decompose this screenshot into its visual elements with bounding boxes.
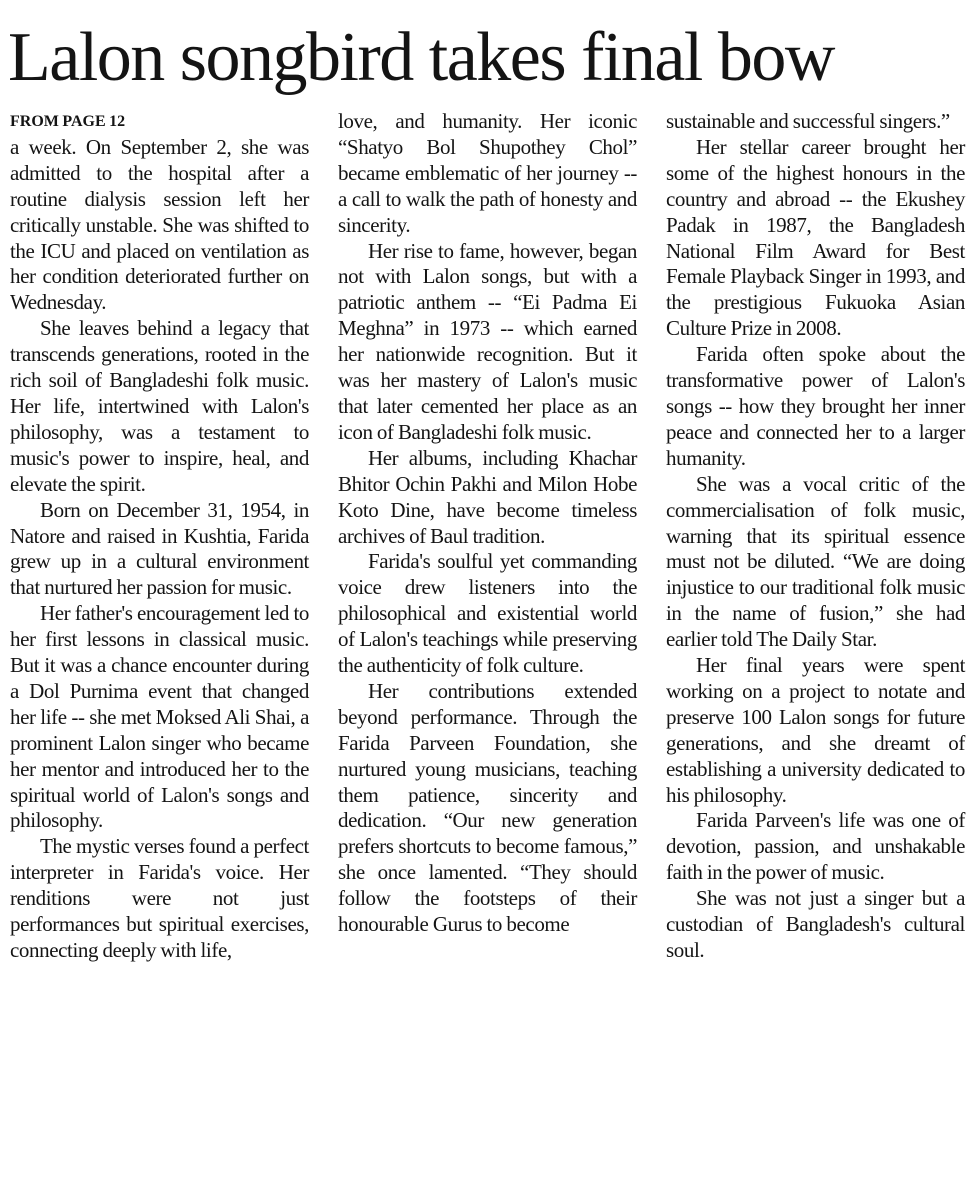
paragraph: Her contributions extended beyond performance. Through the Farida Parveen Foundation, she nurtured young musicians, teaching them patience, sincerity and dedication. “Our new generation prefers shortcuts to become famous,” she once lamented. “They should follow the footsteps of their honourable Gurus to become <box>338 678 637 937</box>
paragraph: Her rise to fame, however, began not with Lalon songs, but with a patriotic anthem -- “Ei Padma Ei Meghna” in 1973 -- which earned her nationwide recognition. But it was her mastery of Lalon's music that later cemented her place as an icon of Bangladeshi folk music. <box>338 238 637 444</box>
paragraph: Her albums, including Khachar Bhitor Ochin Pakhi and Milon Hobe Koto Dine, have become timeless archives of Baul tradition. <box>338 445 637 548</box>
paragraph: The mystic verses found a perfect interpreter in Farida's voice. Her renditions were not just performances but spiritual exercises, connecting deeply with life, <box>10 834 309 962</box>
paragraph: love, and humanity. Her iconic “Shatyo Bol Shupothey Chol” became emblematic of her journey -- a call to walk the path of honesty and sincerity. <box>338 109 637 237</box>
paragraph: Her father's encouragement led to her first lessons in classical music. But it was a chance encounter during a Dol Purnima event that changed her life -- she met Moksed Ali Shai, a prominent Lalon singer who became her mentor and introduced her to the spiritual world of Lalon's songs and philosophy. <box>10 601 309 833</box>
article-column-2 <box>338 109 637 938</box>
paragraph: Farida's soulful yet commanding voice drew listeners into the philosophical and existential world of Lalon's teachings while preserving the authenticity of folk culture. <box>338 549 637 678</box>
article-column-3 <box>666 109 965 964</box>
paragraph: Farida Parveen's life was one of devotion, passion, and unshakable faith in the power of music. <box>666 808 965 885</box>
paragraph: Her stellar career brought her some of the highest honours in the country and abroad -- the Ekushey Padak in 1987, the Bangladesh National Film Award for Best Female Playback Singer in 1993, and the prestigious Fukuoka Asian Culture Prize in 2008. <box>666 134 965 341</box>
headline: Lalon songbird takes final bow <box>8 19 834 96</box>
paragraph: She leaves behind a legacy that transcends generations, rooted in the rich soil of Bangladeshi folk music. Her life, intertwined with Lalon's philosophy, was a testament to music's power to inspire, heal, and elevate the spirit. <box>10 316 309 496</box>
paragraph: She was a vocal critic of the commercialisation of folk music, warning that its spiritual essence must not be diluted. “We are doing injustice to our traditional folk music in the name of fusion,” she had earlier told The Daily Star. <box>666 471 965 652</box>
jump-label: FROM PAGE 12 <box>10 113 126 130</box>
paragraph: sustainable and successful singers.” <box>666 109 950 133</box>
paragraph: Born on December 31, 1954, in Natore and raised in Kushtia, Farida grew up in a cultural environment that nurtured her passion for music. <box>10 497 309 600</box>
paragraph: Her final years were spent working on a project to notate and preserve 100 Lalon songs for future generations, and she dreamt of establishing a university dedicated to his philosophy. <box>666 653 965 807</box>
paragraph: She was not just a singer but a custodian of Bangladesh's cultural soul. <box>666 886 965 962</box>
paragraph: a week. On September 2, she was admitted to the hospital after a routine dialysis session left her critically unstable. She was shifted to the ICU and placed on ventilation as her condition deteriorated further on Wednesday. <box>10 134 309 315</box>
article-column-1 <box>10 109 309 964</box>
paragraph: Farida often spoke about the transformative power of Lalon's songs -- how they brought her inner peace and connected her to a larger humanity. <box>666 342 965 470</box>
